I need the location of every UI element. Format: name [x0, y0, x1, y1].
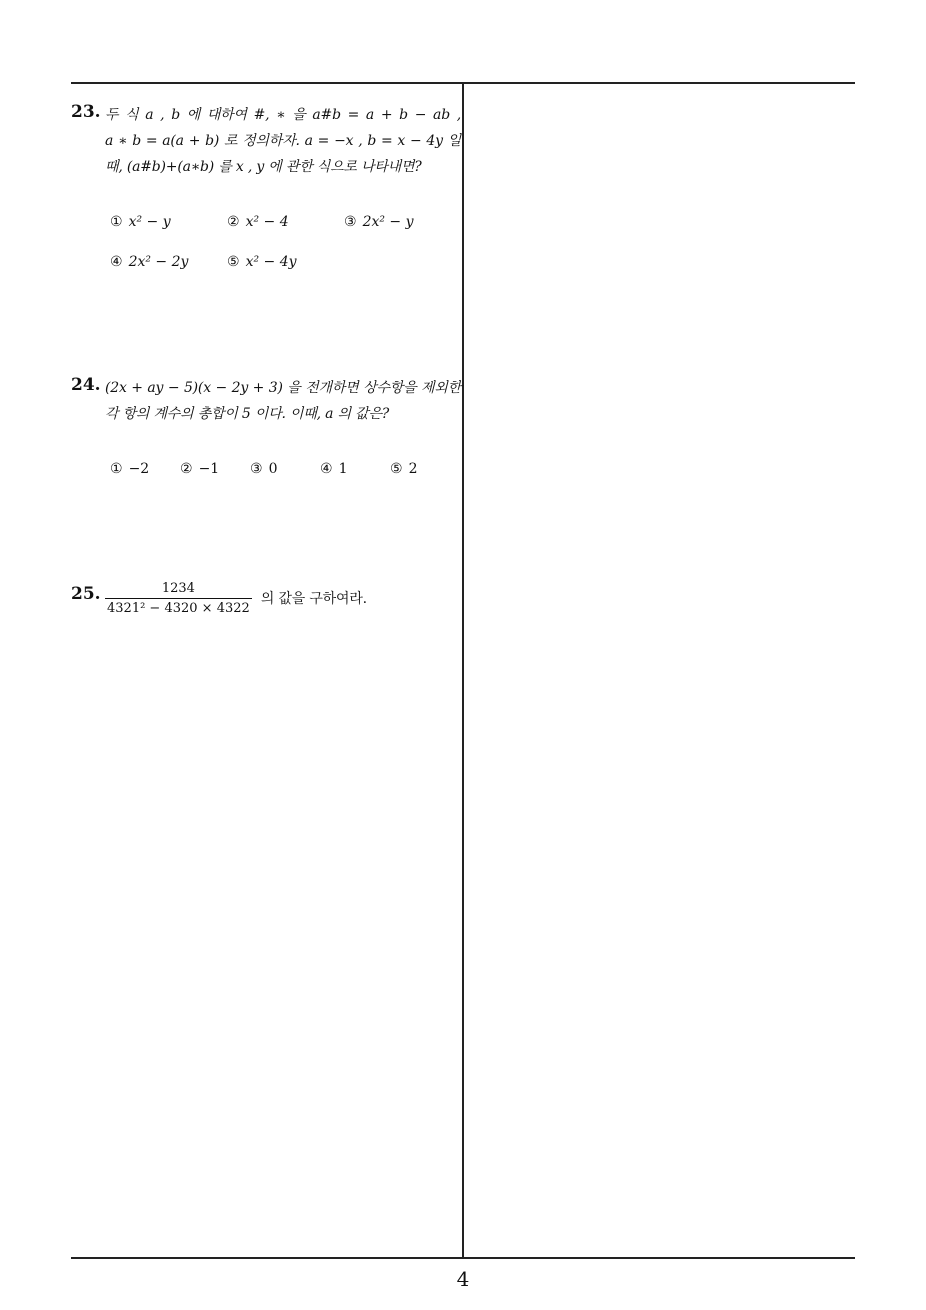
question-body — [105, 102, 461, 180]
question-number: 23. — [71, 102, 101, 122]
choice-2[interactable]: ② x² − 4 — [227, 214, 289, 230]
choice-3[interactable]: ③ 0 — [250, 461, 278, 477]
question-suffix: 의 값을 구하여라. — [260, 590, 367, 607]
fraction-denominator: 4321² − 4320 × 4322 — [107, 601, 250, 616]
column-divider — [462, 82, 464, 1258]
fraction-numerator: 1234 — [105, 581, 252, 599]
choice-4[interactable]: ④ 2x² − 2y — [110, 254, 189, 270]
choice-5[interactable]: ⑤ x² − 4y — [227, 254, 297, 270]
question-body — [105, 581, 461, 616]
question-number: 24. — [71, 375, 101, 395]
question-line: 때, (a#b)+(a∗b) 를 x , y 에 관한 식으로 나타내면? — [105, 159, 422, 175]
choice-1[interactable]: ① −2 — [110, 461, 150, 477]
question-line: (2x + ay − 5)(x − 2y + 3) 을 전개하면 상수항을 제외한 — [105, 380, 461, 396]
choices-row — [110, 214, 414, 230]
question-body — [105, 375, 461, 427]
choice-3[interactable]: ③ 2x² − y — [344, 214, 414, 230]
choices-row — [110, 254, 297, 270]
choice-4[interactable]: ④ 1 — [320, 461, 348, 477]
choice-2[interactable]: ② −1 — [180, 461, 220, 477]
bottom-rule — [71, 1257, 855, 1259]
question-line: 두 식 a , b 에 대하여 #, ∗ 을 a#b = a + b − ab , — [105, 107, 461, 123]
page-number: 4 — [456, 1267, 470, 1291]
question-line: a ∗ b = a(a + b) 로 정의하자. a = −x , b = x − 4y 일 — [105, 133, 461, 149]
choice-1[interactable]: ① x² − y — [110, 214, 171, 230]
choice-5[interactable]: ⑤ 2 — [390, 461, 418, 477]
question-line: 각 항의 계수의 총합이 5 이다. 이때, a 의 값은? — [105, 406, 390, 422]
question-number: 25. — [71, 584, 101, 604]
choices-row — [110, 461, 417, 477]
fraction — [105, 581, 252, 616]
